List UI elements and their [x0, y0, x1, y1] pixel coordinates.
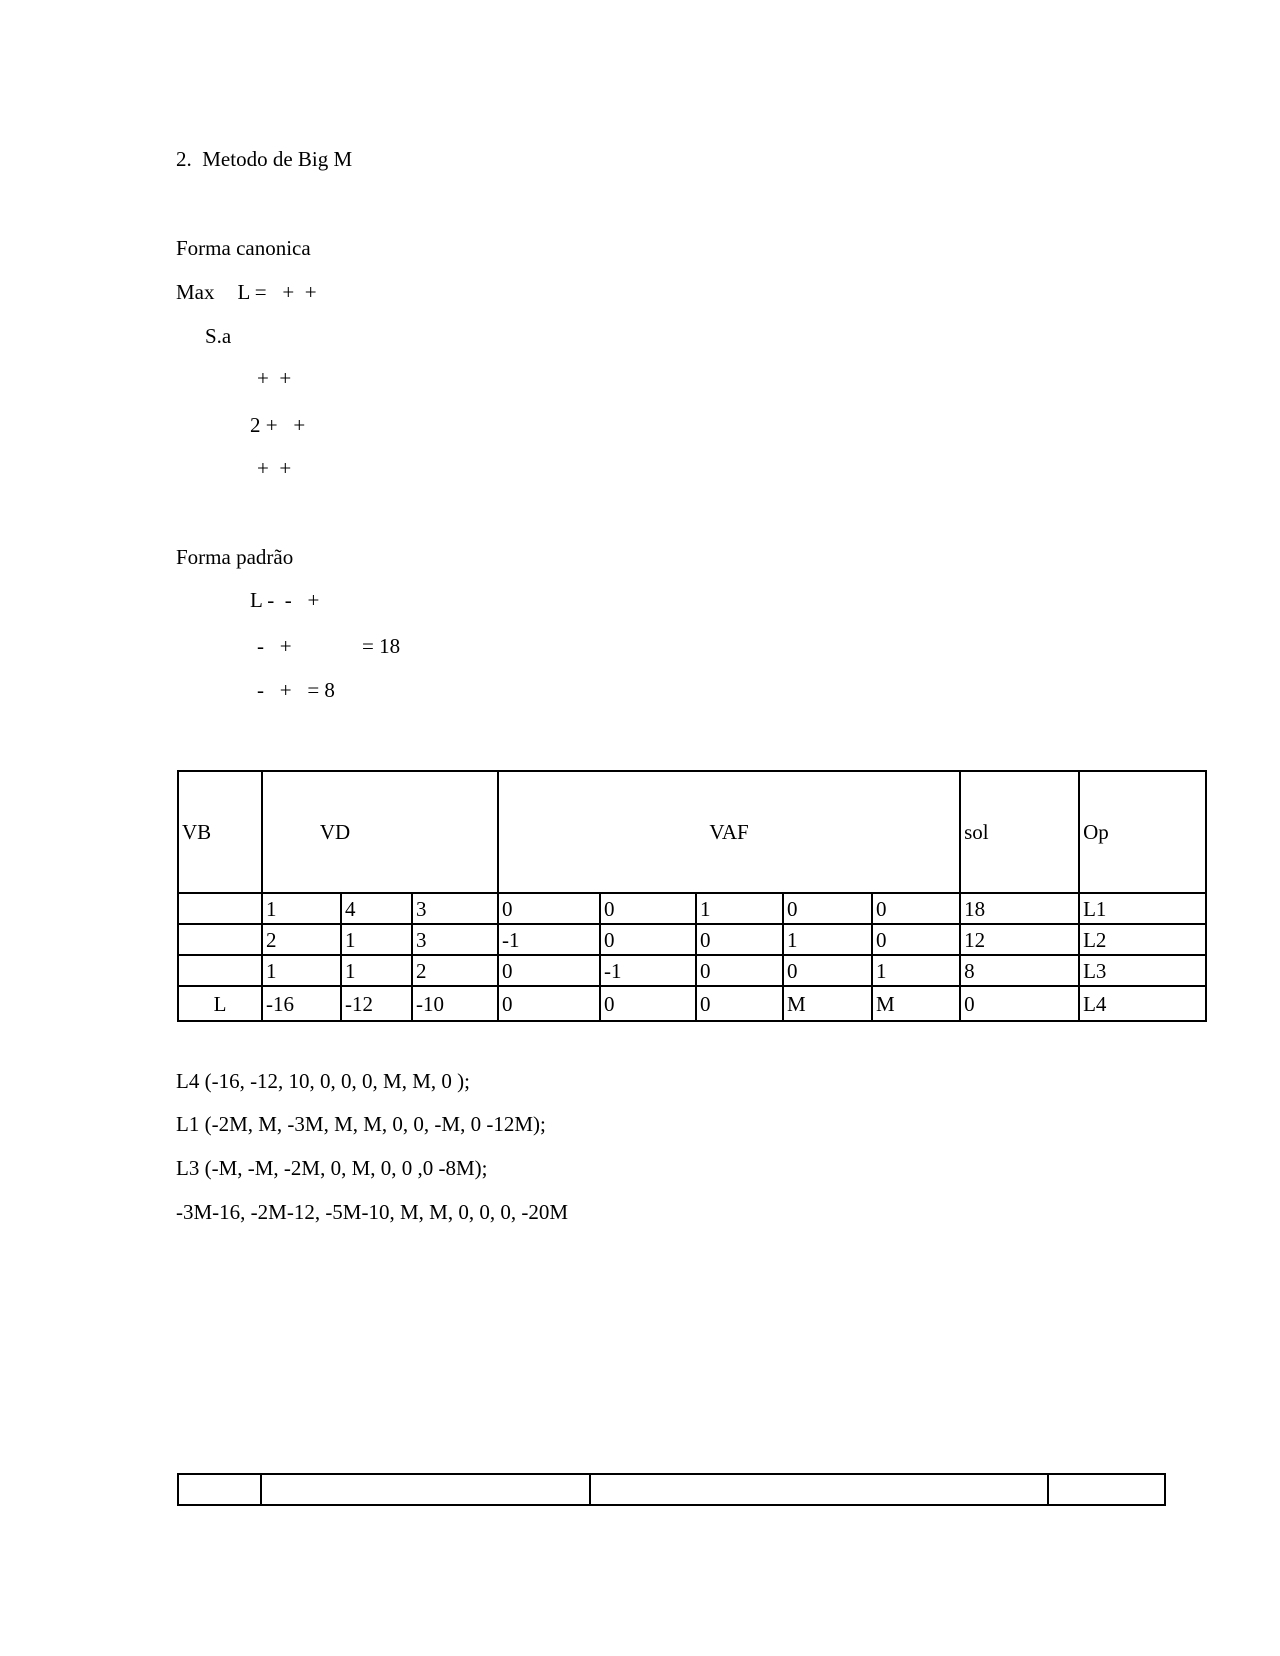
empty-tableau: [177, 1473, 1166, 1506]
table-cell: 0: [498, 893, 600, 924]
table-row: [178, 1474, 1165, 1505]
vb-cell: L: [178, 986, 262, 1021]
table-cell: 1: [341, 924, 412, 955]
table-cell: [1048, 1474, 1165, 1505]
table-cell: [178, 1474, 261, 1505]
table-cell: -1: [600, 955, 696, 986]
table-cell: 0: [783, 893, 872, 924]
header-sol: sol: [960, 771, 1079, 893]
table-cell: 0: [696, 955, 783, 986]
table-cell: 4: [341, 893, 412, 924]
table-cell: L2: [1079, 924, 1206, 955]
table-cell: 3: [412, 924, 498, 955]
table-cell: -1: [498, 924, 600, 955]
table-cell: M: [783, 986, 872, 1021]
table-cell: 1: [262, 893, 341, 924]
header-vb: VB: [178, 771, 262, 893]
operation-line-2: L1 (-2M, M, -3M, M, M, 0, 0, -M, 0 -12M);: [176, 1112, 546, 1136]
canonical-objective: [176, 280, 317, 304]
table-cell: 0: [872, 924, 960, 955]
table-cell: 0: [783, 955, 872, 986]
section-heading: 2. Metodo de Big M: [176, 147, 353, 171]
table-cell: 0: [600, 924, 696, 955]
table-cell: 0: [696, 924, 783, 955]
standard-equation-2: - + = 8: [257, 678, 335, 702]
table-cell: 1: [262, 955, 341, 986]
standard-equation-1-lhs: - +: [257, 634, 292, 658]
table-cell: L3: [1079, 955, 1206, 986]
objective-expression: L = + +: [237, 280, 317, 304]
table-cell: 0: [498, 955, 600, 986]
header-vd: VD: [262, 771, 498, 893]
table-cell: 0: [600, 986, 696, 1021]
table-cell: 8: [960, 955, 1079, 986]
table-cell: 3: [412, 893, 498, 924]
table-cell: [261, 1474, 590, 1505]
table-cell: -16: [262, 986, 341, 1021]
table-cell: 18: [960, 893, 1079, 924]
operation-line-1: L4 (-16, -12, 10, 0, 0, 0, M, M, 0 );: [176, 1069, 470, 1093]
header-op: Op: [1079, 771, 1206, 893]
table-cell: 1: [341, 955, 412, 986]
standard-title: Forma padrão: [176, 545, 294, 569]
table-row: [178, 955, 1206, 986]
table-cell: -10: [412, 986, 498, 1021]
table-cell: -12: [341, 986, 412, 1021]
table-cell: 1: [696, 893, 783, 924]
table-cell: 0: [498, 986, 600, 1021]
simplex-tableau: [177, 770, 1207, 1022]
table-cell: M: [872, 986, 960, 1021]
table-cell: L1: [1079, 893, 1206, 924]
canonical-title: Forma canonica: [176, 236, 311, 260]
table-row: [178, 986, 1206, 1021]
canonical-constraint-3: + +: [257, 456, 292, 480]
table-cell: 0: [960, 986, 1079, 1021]
vb-cell: [178, 955, 262, 986]
canonical-constraint-2: 2 + +: [250, 413, 306, 437]
table-cell: 12: [960, 924, 1079, 955]
table-cell: [590, 1474, 1048, 1505]
table-cell: 0: [600, 893, 696, 924]
table-cell: 2: [412, 955, 498, 986]
table-cell: 1: [783, 924, 872, 955]
subject-to-label: S.a: [205, 324, 232, 348]
table-cell: 0: [696, 986, 783, 1021]
standard-equation-1-rhs: = 18: [362, 634, 401, 658]
operation-line-3: L3 (-M, -M, -2M, 0, M, 0, 0 ,0 -8M);: [176, 1156, 488, 1180]
standard-objective: L - - +: [250, 588, 320, 612]
table-cell: L4: [1079, 986, 1206, 1021]
vb-cell: [178, 893, 262, 924]
table-cell: 1: [872, 955, 960, 986]
table-cell: 0: [872, 893, 960, 924]
table-row: [178, 893, 1206, 924]
vb-cell: [178, 924, 262, 955]
table-cell: 2: [262, 924, 341, 955]
operation-line-4: -3M-16, -2M-12, -5M-10, M, M, 0, 0, 0, -20M: [176, 1200, 568, 1224]
objective-max-label: Max: [176, 280, 215, 304]
table-row: [178, 924, 1206, 955]
canonical-constraint-1: + +: [257, 366, 292, 390]
header-vaf: VAF: [498, 771, 960, 893]
